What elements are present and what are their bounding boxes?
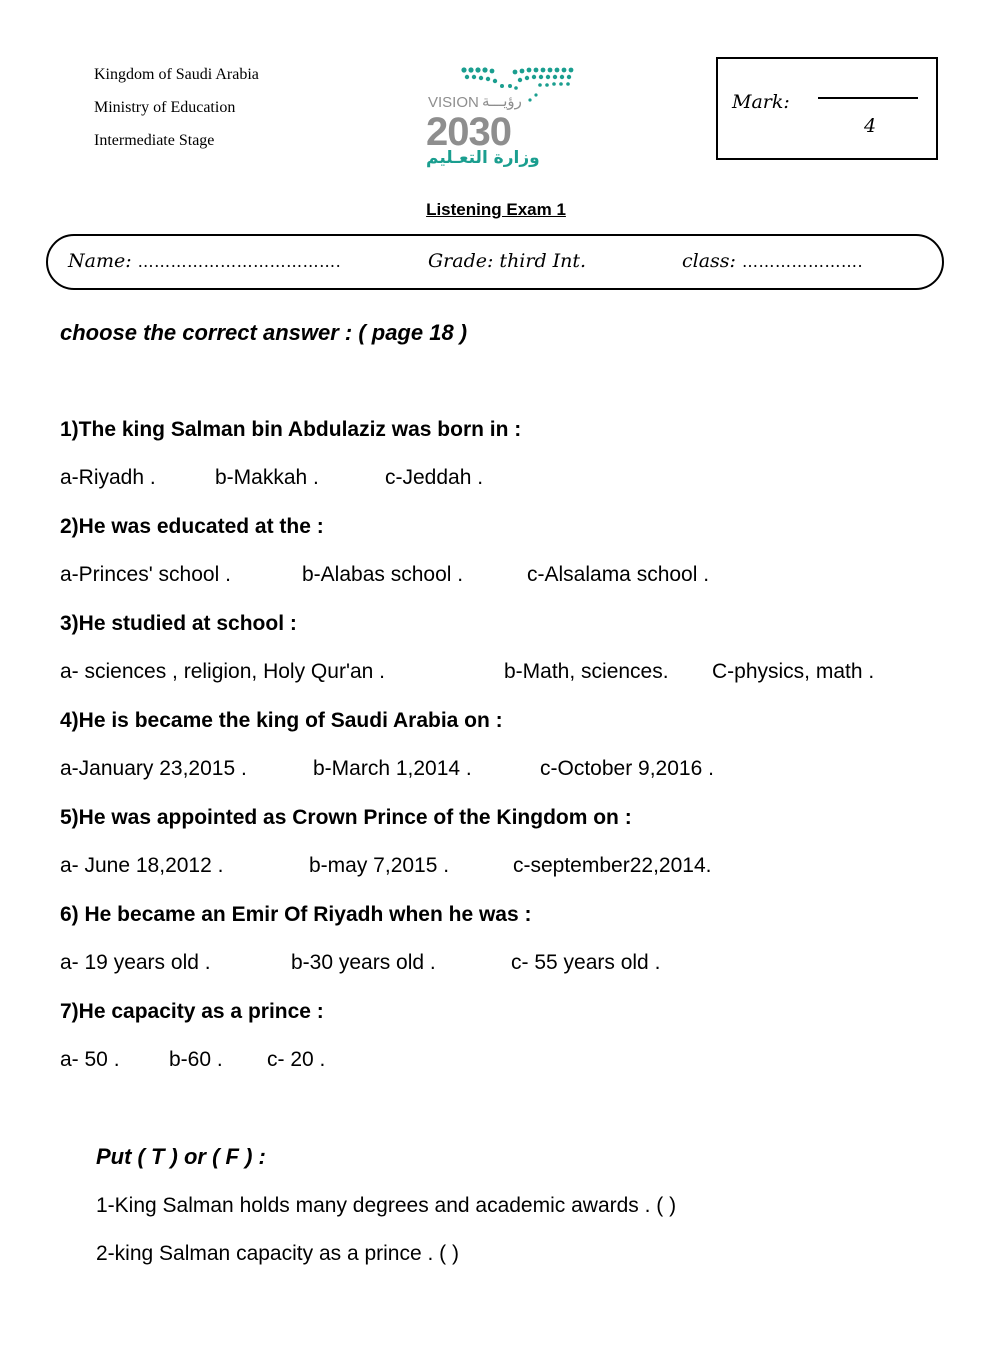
question-7: 7)He capacity as a prince : <box>60 1000 324 1023</box>
q6-option-b[interactable]: b-30 years old . <box>291 951 436 974</box>
mark-label: Mark: <box>732 91 790 113</box>
q2-option-a[interactable]: a-Princes' school . <box>60 563 231 586</box>
ministry-label: Ministry of Education <box>94 99 236 116</box>
name-label: Name: <box>68 250 132 272</box>
mark-box <box>716 57 938 160</box>
question-1: 1)The king Salman bin Abdulaziz was born in : <box>60 418 522 441</box>
grade-label: Grade: third Int. <box>428 250 587 272</box>
class-dots: …………………. <box>742 252 864 271</box>
vision-2030-logo <box>420 62 580 170</box>
vision-year: 2030 <box>426 110 511 154</box>
q1-option-b[interactable]: b-Makkah . <box>215 466 319 489</box>
vision-text: VISION <box>428 94 479 111</box>
question-4: 4)He is became the king of Saudi Arabia on : <box>60 709 503 732</box>
name-field[interactable] <box>68 250 341 272</box>
q6-option-c[interactable]: c- 55 years old . <box>511 951 661 974</box>
tf-item-2[interactable]: 2-king Salman capacity as a prince . ( ) <box>96 1242 459 1265</box>
question-2: 2)He was educated at the : <box>60 515 324 538</box>
question-3: 3)He studied at school : <box>60 612 297 635</box>
q1-option-a[interactable]: a-Riyadh . <box>60 466 156 489</box>
q7-option-a[interactable]: a- 50 . <box>60 1048 120 1071</box>
q7-option-c[interactable]: c- 20 . <box>267 1048 326 1071</box>
q2-option-b[interactable]: b-Alabas school . <box>302 563 464 586</box>
ministry-arabic-text: وزارة التعـليم <box>426 148 540 168</box>
stage-label: Intermediate Stage <box>94 132 215 149</box>
class-field[interactable] <box>682 250 863 272</box>
q5-option-c[interactable]: c-september22,2014. <box>513 854 712 877</box>
q4-option-a[interactable]: a-January 23,2015 . <box>60 757 247 780</box>
student-info-box <box>46 234 944 290</box>
tf-item-1[interactable]: 1-King Salman holds many degrees and academic awards . ( ) <box>96 1194 677 1217</box>
q5-option-b[interactable]: b-may 7,2015 . <box>309 854 450 877</box>
mark-value: 4 <box>864 115 877 137</box>
q2-option-c[interactable]: c-Alsalama school . <box>527 563 710 586</box>
q4-option-b[interactable]: b-March 1,2014 . <box>313 757 472 780</box>
q3-option-a[interactable]: a- sciences , religion, Holy Qur'an . <box>60 660 385 683</box>
q6-option-a[interactable]: a- 19 years old . <box>60 951 211 974</box>
name-dots: ………………………………. <box>137 252 342 271</box>
vision-arabic-text: رؤيـــة <box>482 92 522 110</box>
q1-option-c[interactable]: c-Jeddah . <box>385 466 484 489</box>
class-label: class: <box>682 250 736 272</box>
instruction: choose the correct answer : ( page 18 ) <box>60 320 468 345</box>
question-5: 5)He was appointed as Crown Prince of the Kingdom on : <box>60 806 632 829</box>
country-label: Kingdom of Saudi Arabia <box>94 66 259 83</box>
q3-option-c[interactable]: C-physics, math . <box>712 660 875 683</box>
question-6: 6) He became an Emir Of Riyadh when he was : <box>60 903 532 926</box>
true-false-title: Put ( T ) or ( F ) : <box>96 1144 266 1169</box>
q5-option-a[interactable]: a- June 18,2012 . <box>60 854 224 877</box>
q3-option-b[interactable]: b-Math, sciences. <box>504 660 669 683</box>
exam-title: Listening Exam 1 <box>426 200 566 219</box>
q4-option-c[interactable]: c-October 9,2016 . <box>540 757 714 780</box>
q7-option-b[interactable]: b-60 . <box>169 1048 223 1071</box>
mark-line <box>818 97 918 99</box>
